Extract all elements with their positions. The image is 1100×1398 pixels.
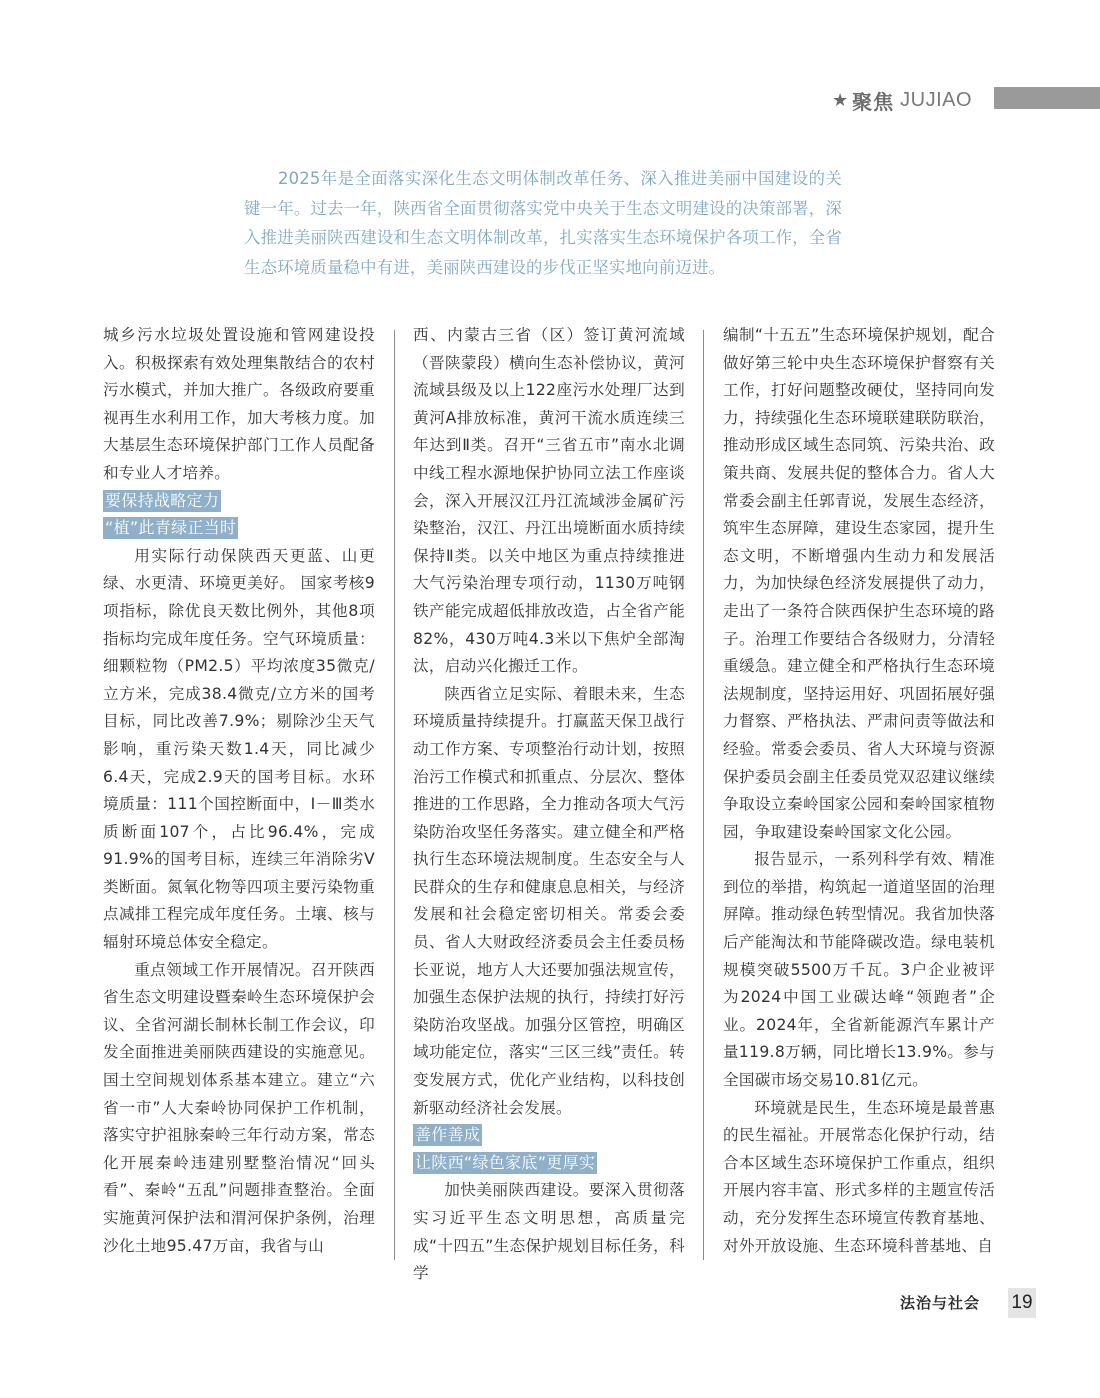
paragraph: 报告显示，一系列科学有效、精准到位的举措，构筑起一道道坚固的治理屏障。推动绿色转型情况。我省加快落后产能淘汰和节能降碳改造。绿电装机规模突破5500万千瓦。3户企业被评为2024中国工业碳达峰“领跑者”企业。2024年，全省新能源汽车累计产量119.8万辆，同比增长13.9%。参与全国碳市场交易10.81亿元。 <box>723 850 996 1090</box>
subheading: 让陕西“绿色家底”更厚实 <box>415 1152 596 1172</box>
article-column-3 <box>723 322 995 1260</box>
article-column-2 <box>413 322 685 1288</box>
subheading: “植”此青绿正当时 <box>105 518 237 538</box>
star-icon: ★ <box>832 90 849 111</box>
paragraph: 用实际行动保陕西天更蓝、山更绿、水更清、环境更美好。 国家考核9项指标，除优良天数比例外，其他8项指标均完成年度任务。空气环境质量：细颗粒物（PM2.5）平均浓度35微克/立方米，完成38.4微克/立方米的国考目标，同比改善7.9%；剔除沙尘天气影响，重污染天数1.4天，同比减少6.4天，完成2.9天的国考目标。水环境质量：111个国控断面中，Ⅰ－Ⅲ类水质断面107个，占比96.4%，完成91.9%的国考目标，连续三年消除劣Ⅴ类断面。氮氧化物等四项主要污染物重点减排工程完成年度任务。土壤、核与辐射环境总体安全稳定。 <box>103 546 375 952</box>
page-number: 19 <box>1008 1288 1036 1318</box>
paragraph: 加快美丽陕西建设。要深入贯彻落实习近平生态文明思想，高质量完成“十四五”生态保护规划目标任务，科学 <box>413 1181 685 1283</box>
paragraph: 环境就是民生，生态环境是最普惠的民生福祉。开展常态化保护行动，结合本区域生态环境保护工作重点，组织开展内容丰富、形式多样的主题宣传活动，充分发挥生态环境宣传教育基地、对外开放设施、生态环境科普基地、自 <box>723 1098 995 1255</box>
header-decorative-bar <box>994 87 1100 109</box>
column-divider <box>394 330 395 1260</box>
article-column-1 <box>103 322 375 1260</box>
paragraph: 西、内蒙古三省（区）签订黄河流域（晋陕蒙段）横向生态补偿协议，黄河流域县级及以上122座污水处理厂达到黄河A排放标准，黄河干流水质连续三年达到Ⅱ类。召开“三省五市”南水北调中线工程水源地保护协同立法工作座谈会，深入开展汉江丹江流域涉金属矿污染整治，汉江、丹江出境断面水质持续保持Ⅱ类。以关中地区为重点持续推进大气污染治理专项行动，1130万吨钢铁产能完成超低排放改造，占全省产能82%，430万吨4.3米以下焦炉全部淘汰，启动兴化搬迁工作。 <box>413 326 685 676</box>
paragraph: 重点领域工作开展情况。召开陕西省生态文明建设暨秦岭生态环境保护会议、全省河湖长制林长制工作会议，印发全面推进美丽陕西建设的实施意见。国土空间规划体系基本建立。建立“六省一市”人大秦岭协同保护工作机制，落实守护祖脉秦岭三年行动方案，常态化开展秦岭违建别墅整治情况“回头看”、秦岭“五乱”问题排查整治。全面实施黄河保护法和渭河保护条例，治理沙化土地95.47万亩，我省与山 <box>103 960 375 1255</box>
section-title-zh: 聚焦 <box>852 90 895 114</box>
subheading: 要保持战略定力 <box>105 490 220 510</box>
magazine-title: 法治与社会 <box>900 1294 981 1312</box>
lead-paragraph <box>244 164 842 282</box>
column-divider <box>703 330 704 1260</box>
paragraph: 编制“十五五”生态环境保护规划，配合做好第三轮中央生态环境保护督察有关工作，打好问题整改硬仗，坚持同向发力，持续强化生态环境联建联防联治，推动形成区域生态同筑、污染共治、政策共商、发展共促的整体合力。省人大常委会副主任郭青说，发展生态经济，筑牢生态屏障，建设生态家园，提升生态文明，不断增强内生动力和发展活力，为加快绿色经济发展提供了动力，走出了一条符合陕西保护生态环境的路子。治理工作要结合各级财力，分清轻重缓急。建立健全和严格执行生态环境法规制度，坚持运用好、巩固拓展好强力督察、严格执法、严肃问责等做法和经验。常委会委员、省人大环境与资源保护委员会副主任委员党双忍建议继续争取设立秦岭国家公园和秦岭国家植物园，争取建设秦岭国家文化公园。 <box>723 326 995 841</box>
paragraph: 城乡污水垃圾处置设施和管网建设投入。积极探索有效处理集散结合的农村污水模式，并加大推广。各级政府要重视再生水利用工作，加大考核力度。加大基层生态环境保护部门工作人员配备和专业人才培养。 <box>103 326 375 482</box>
lead-text: 2025年是全面落实深化生态文明体制改革任务、深入推进美丽中国建设的关键一年。过去一年，陕西省全面贯彻落实党中央关于生态文明建设的决策部署，深入推进美丽陕西建设和生态文明体制改革，扎实落实生态环境保护各项工作，全省生态环境质量稳中有进，美丽陕西建设的步伐正坚实地向前迈进。 <box>244 169 842 277</box>
section-header <box>832 86 972 115</box>
subheading: 善作善成 <box>415 1125 481 1145</box>
section-title-en: JUJIAO <box>900 89 973 111</box>
paragraph: 陕西省立足实际、着眼未来，生态环境质量持续提升。打赢蓝天保卫战行动工作方案、专项整治行动计划，按照治污工作模式和抓重点、分层次、整体推进的工作思路，全力推动各项大气污染防治攻坚任务落实。建立健全和严格执行生态环境法规制度。生态安全与人民群众的生存和健康息息相关，与经济发展和社会稳定密切相关。常委会委员、省人大财政经济委员会主任委员杨长亚说，地方人大还要加强法规宣传，加强生态保护法规的执行，持续打好污染防治攻坚战。加强分区管控，明确区域功能定位，落实“三区三线”责任。转变发展方式，优化产业结构，以科技创新驱动经济社会发展。 <box>413 684 685 1117</box>
